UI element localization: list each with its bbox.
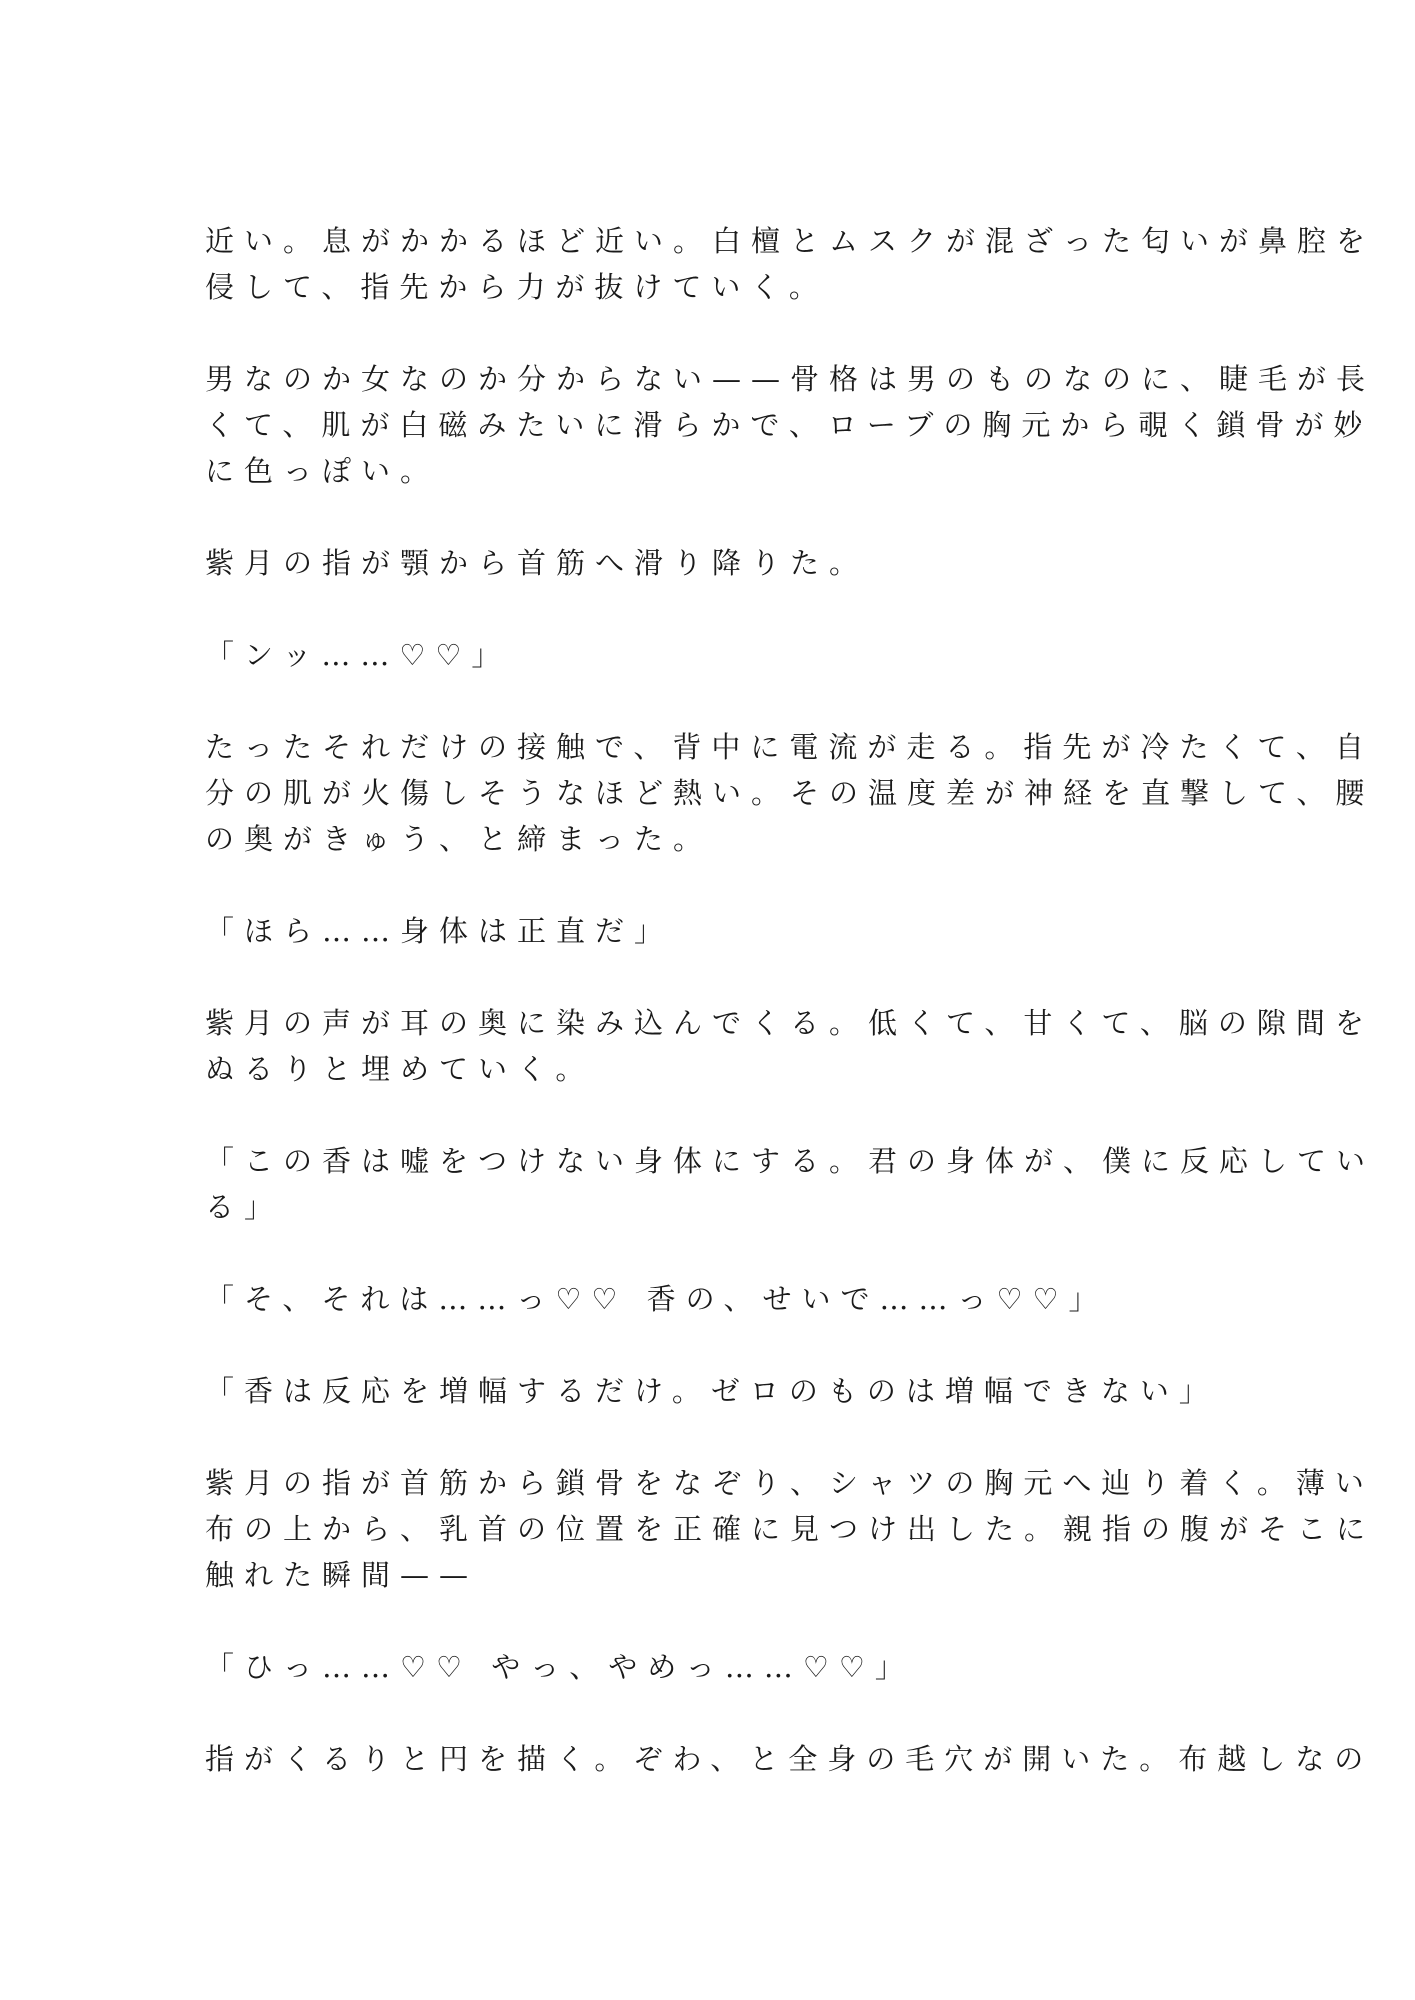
paragraph [205, 908, 1190, 954]
paragraph [205, 1644, 1190, 1690]
paragraph [205, 1276, 1190, 1322]
text-line: 紫月の声が耳の奥に染み込んでくる。低くて、甘くて、脳の隙間を [205, 1006, 1374, 1040]
text-line: 紫月の指が顎から首筋へ滑り降りた。 [205, 546, 869, 580]
text-line: 「ほら……身体は正直だ」 [205, 914, 674, 948]
text-line: 侵して、指先から力が抜けていく。 [205, 270, 828, 304]
text-line: くて、肌が白磁みたいに滑らかで、ローブの胸元から覗く鎖骨が妙 [205, 408, 1373, 442]
paragraph [205, 1368, 1218, 1414]
text-line: に色っぽい。 [205, 454, 440, 488]
text-line: たったそれだけの接触で、背中に電流が走る。指先が冷たくて、自 [205, 730, 1374, 764]
paragraph [205, 356, 1376, 494]
text-line: 近い。息がかかるほど近い。白檀とムスクが混ざった匂いが鼻腔を [205, 224, 1376, 258]
paragraph [205, 1000, 1374, 1092]
body-text [205, 218, 1376, 1828]
text-line: る」 [205, 1190, 284, 1224]
text-line: 分の肌が火傷しそうなほど熱い。その温度差が神経を直撃して、腰 [205, 776, 1375, 810]
text-line: 男なのか女なのか分からない——骨格は男のものなのに、睫毛が長 [205, 362, 1376, 396]
paragraph [205, 540, 1190, 586]
paragraph [205, 218, 1376, 310]
text-line: 「ンッ……♡♡」 [205, 638, 511, 672]
text-line: の奥がきゅう、と締まった。 [205, 822, 713, 856]
paragraph [205, 1736, 1374, 1782]
text-line: 「そ、それは……っ♡♡ 香の、せいで……っ♡♡」 [205, 1282, 1108, 1316]
paragraph [205, 724, 1375, 862]
paragraph [205, 1138, 1376, 1230]
paragraph [205, 1460, 1376, 1598]
text-line: 「香は反応を増幅するだけ。ゼロのものは増幅できない」 [205, 1374, 1218, 1408]
text-line: 指がくるりと円を描く。ぞわ、と全身の毛穴が開いた。布越しなの [205, 1742, 1374, 1776]
text-line: 紫月の指が首筋から鎖骨をなぞり、シャツの胸元へ辿り着く。薄い [205, 1466, 1374, 1500]
text-line: ぬるりと埋めていく。 [205, 1052, 595, 1086]
text-line: 触れた瞬間—— [205, 1558, 479, 1592]
text-line: 布の上から、乳首の位置を正確に見つけ出した。親指の腹がそこに [205, 1512, 1376, 1546]
text-line: 「この香は嘘をつけない身体にする。君の身体が、僕に反応してい [205, 1144, 1376, 1178]
text-line: 「ひっ……♡♡ やっ、やめっ……♡♡」 [205, 1650, 914, 1684]
paragraph [205, 632, 1190, 678]
